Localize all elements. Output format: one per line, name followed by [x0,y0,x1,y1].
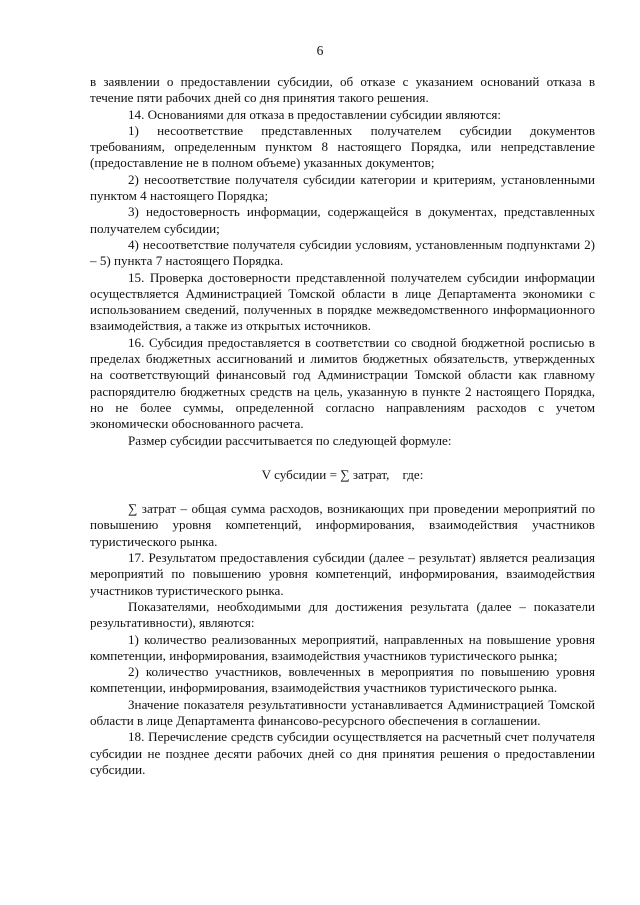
paragraph-14-heading: 14. Основаниями для отказа в предоставлении субсидии являются: [128,106,502,122]
paragraph-14-item-1: 1) несоответствие представленных получателем субсидии документов требованиям, определенным пунктом 8 настоящего Порядка, или непредставление (предоставление не в полном объеме) указанных документов; [90,122,595,171]
paragraph-14-item-3: 3) недостоверность информации, содержащейся в документах, представленных получателем субсидии; [90,204,595,236]
paragraph-indicators-intro: Показателями, необходимыми для достижения результата (далее – показатели результативности), являются: [90,598,595,631]
paragraph-14-item-2: 2) несоответствие получателя субсидии категории и критериям, установленными пунктом 4 настоящего Порядка; [90,171,595,204]
paragraph-16: 16. Субсидия предоставляется в соответствии со сводной бюджетной росписью в пределах бюджетных ассигнований и лимитов бюджетных обязательств, утвержденных на соответствующий финансовый год Администрации Томской области как главному распорядителю бюджетных средств на цель, указанную в пункте 2 настоящего Порядка, но не более суммы, определенной согласно направлениям расходов с учетом экономически обоснованного расчета. [90,334,595,432]
subsidy-formula: V субсидии = ∑ затрат, где: [261,466,424,482]
paragraph-formula-definition: ∑ затрат – общая сумма расходов, возникающих при проведении мероприятий по повышению уровня компетенций, информирования, взаимодействия участников туристического рынка. [90,501,595,549]
page-number: 6 [316,43,324,58]
paragraph-indicator-1: 1) количество реализованных мероприятий, направленных на повышение уровня компетенции, информирования, взаимодействия участников туристического рынка; [90,631,595,663]
paragraph-indicator-value: Значение показателя результативности устанавливается Администрацией Томской области в лице Департамента финансово-ресурсного обеспечения в соглашении. [90,696,595,728]
document-body [90,74,595,778]
paragraph-15: 15. Проверка достоверности представленной получателем субсидии информации осуществляется Администрацией Томской области в лице Департамента экономики с использованием сведений, полученных в порядке межведомственного информационного взаимодействия, а также из открытых источников. [90,269,595,334]
paragraph-18: 18. Перечисление средств субсидии осуществляется на расчетный счет получателя субсидии не позднее десяти рабочих дней со дня принятия решения о предоставлении субсидии. [90,729,595,777]
paragraph-indicator-2: 2) количество участников, вовлеченных в мероприятия по повышению уровня компетенции, информирования, взаимодействия участников туристического рынка. [90,664,595,696]
paragraph-formula-intro: Размер субсидии рассчитывается по следующей формуле: [128,432,452,448]
paragraph-17: 17. Результатом предоставления субсидии (далее – результат) является реализация мероприятий по повышению уровня компетенций, информирования, взаимодействия участников туристического рынка. [90,550,595,598]
paragraph-refusal-notice-end: в заявлении о предоставлении субсидии, об отказе с указанием оснований отказа в течение пяти рабочих дней со дня принятия такого решения. [90,74,595,106]
paragraph-14-item-4: 4) несоответствие получателя субсидии условиям, установленным подпунктами 2) – 5) пункта 7 настоящего Порядка. [90,236,595,269]
